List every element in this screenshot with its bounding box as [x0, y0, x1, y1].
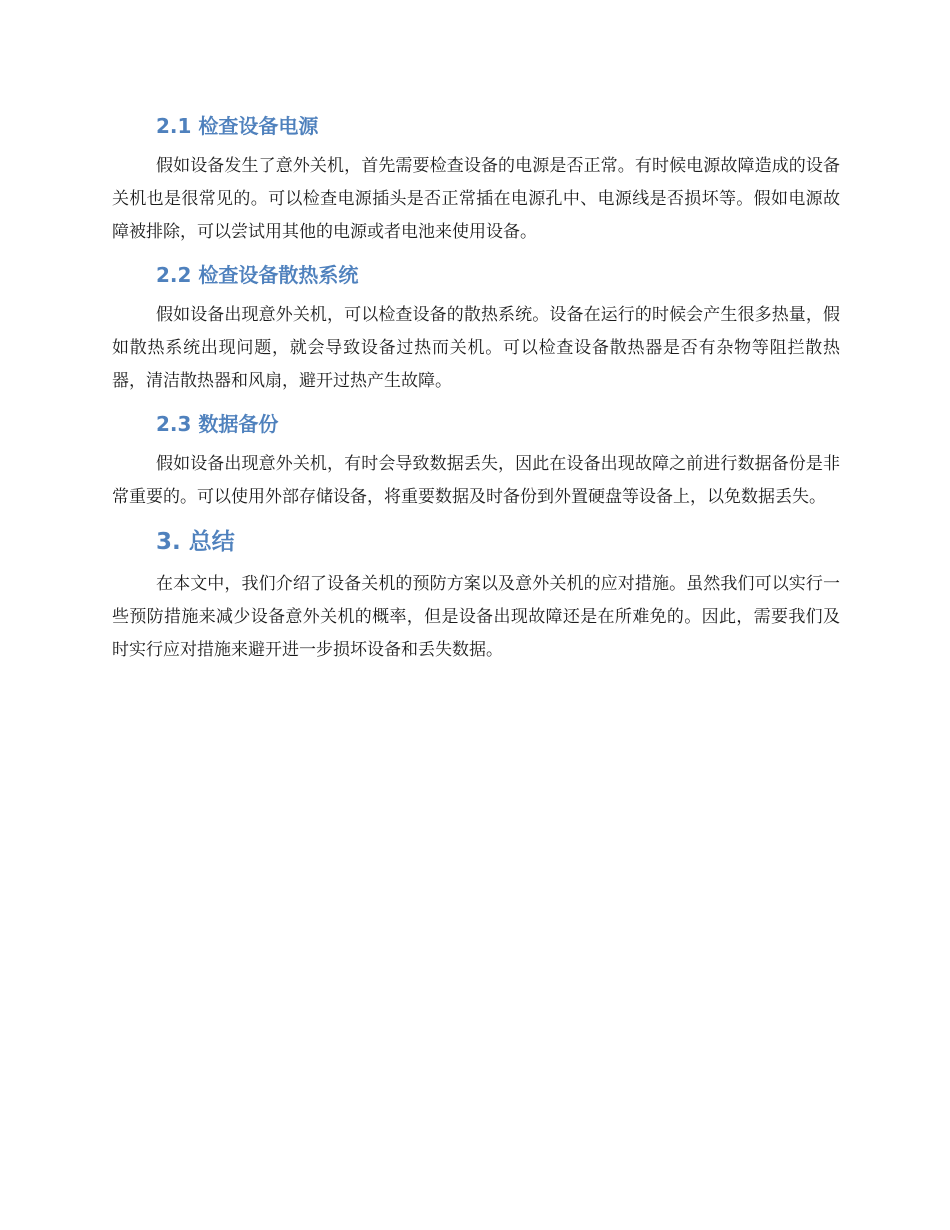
- section-heading-2-3: 2.3 数据备份: [156, 412, 279, 436]
- section-body-3: 在本文中，我们介绍了设备关机的预防方案以及意外关机的应对措施。虽然我们可以实行一些预防措施来减少设备意外关机的概率，但是设备出现故障还是在所难免的。因此，需要我们及时实行应对措施来避开进一步损坏设备和丢失数据。: [112, 574, 840, 660]
- document-content: [112, 108, 840, 667]
- section-body-2-1: 假如设备发生了意外关机，首先需要检查设备的电源是否正常。有时候电源故障造成的设备关机也是很常见的。可以检查电源插头是否正常插在电源孔中、电源线是否损坏等。假如电源故障被排除，可以尝试用其他的电源或者电池来使用设备。: [112, 156, 840, 242]
- section-heading-2-2: 2.2 检查设备散热系统: [156, 263, 359, 287]
- section-heading-2-1: 2.1 检查设备电源: [156, 114, 319, 138]
- section-heading-3: 3. 总结: [156, 529, 235, 555]
- section-body-2-2: 假如设备出现意外关机，可以检查设备的散热系统。设备在运行的时候会产生很多热量，假如散热系统出现问题，就会导致设备过热而关机。可以检查设备散热器是否有杂物等阻拦散热器，清洁散热器和风扇，避开过热产生故障。: [112, 305, 840, 391]
- section-body-2-3: 假如设备出现意外关机，有时会导致数据丢失，因此在设备出现故障之前进行数据备份是非常重要的。可以使用外部存储设备，将重要数据及时备份到外置硬盘等设备上，以免数据丢失。: [112, 454, 840, 507]
